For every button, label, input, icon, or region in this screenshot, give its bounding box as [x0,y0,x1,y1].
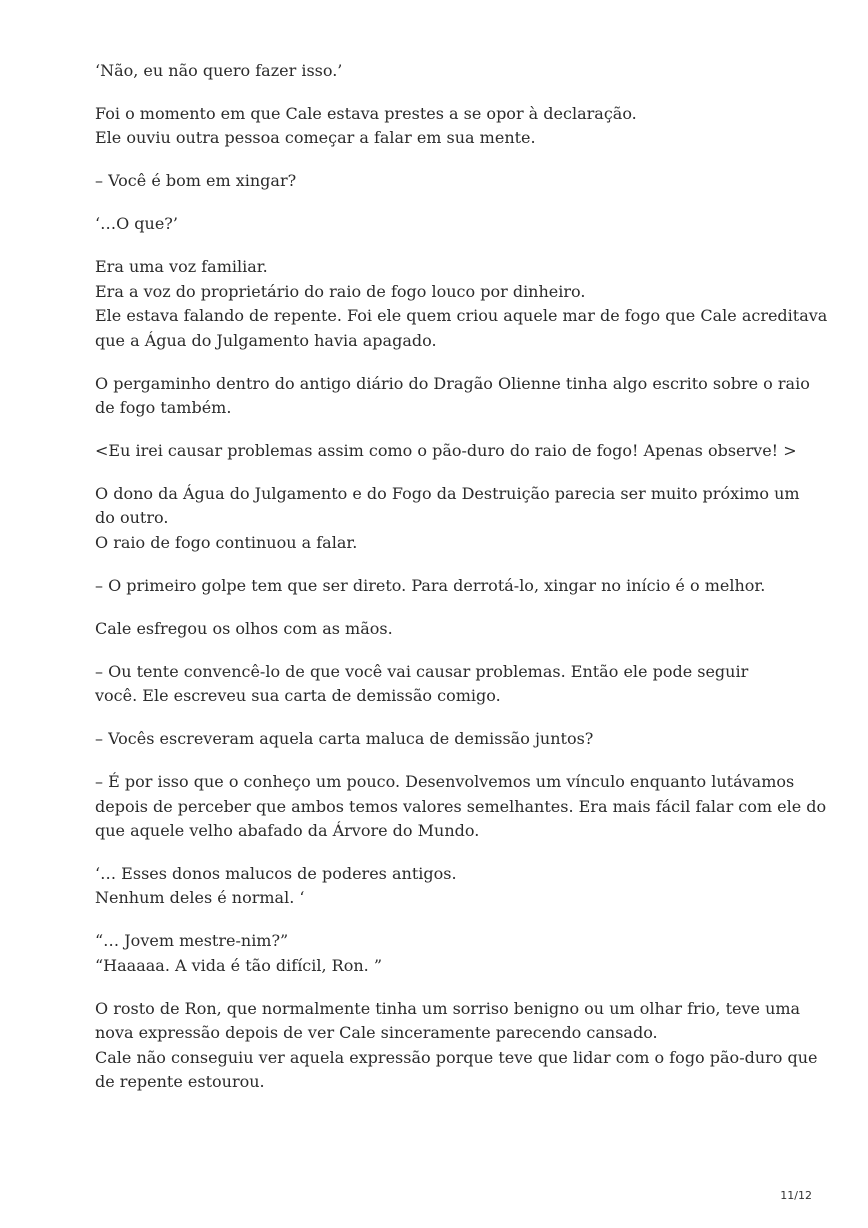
text-line: ‘…O que?’ [95,214,178,234]
paragraph [95,770,827,843]
paragraph [95,482,800,555]
paragraph [95,59,795,83]
paragraph [95,255,828,353]
paragraph [95,660,795,709]
text-line: – Ou tente convencê-lo de que você vai causar problemas. Então ele pode seguir [95,661,749,681]
text-line: do outro. [95,508,169,528]
paragraph [95,212,795,236]
text-line: “Haaaaa. A vida é tão difícil, Ron. ” [95,955,383,975]
text-line: Ele ouviu outra pessoa começar a falar em sua mente. [95,128,536,148]
text-line: O rosto de Ron, que normalmente tinha um sorriso benigno ou um olhar frio, teve uma [95,998,801,1018]
text-line: Nenhum deles é normal. ‘ [95,888,305,908]
paragraph [95,862,795,911]
paragraph [95,617,795,641]
text-line: que a Água do Julgamento havia apagado. [95,330,437,350]
text-line: O pergaminho dentro do antigo diário do Dragão Olienne tinha algo escrito sobre o raio [95,373,810,393]
text-line: Era a voz do proprietário do raio de fogo louco por dinheiro. [95,281,586,301]
text-line: O raio de fogo continuou a falar. [95,532,358,552]
paragraph [95,169,795,193]
text-line: de repente estourou. [95,1072,265,1092]
text-line: Era uma voz familiar. [95,257,268,277]
text-line: ‘Não, eu não quero fazer isso.’ [95,61,343,80]
text-line: Cale esfregou os olhos com as mãos. [95,618,393,638]
text-line: Foi o momento em que Cale estava prestes a se opor à declaração. [95,104,637,123]
paragraph [95,439,795,463]
text-line: – É por isso que o conheço um pouco. Desenvolvemos um vínculo enquanto lutávamos [95,772,795,792]
paragraph [95,929,795,978]
text-line: nova expressão depois de ver Cale sinceramente parecendo cansado. [95,1023,658,1043]
text-line: você. Ele escreveu sua carta de demissão comigo. [95,686,501,706]
page-number: 11/12 [780,1189,812,1202]
text-line: Cale não conseguiu ver aquela expressão porque teve que lidar com o fogo pão-duro que [95,1047,818,1067]
text-line: <Eu irei causar problemas assim como o pão-duro do raio de fogo! Apenas observe! > [95,441,797,461]
paragraph [95,372,810,421]
text-line: depois de perceber que ambos temos valores semelhantes. Era mais fácil falar com ele do [95,796,827,816]
text-line: que aquele velho abafado da Árvore do Mundo. [95,821,480,841]
paragraph [95,997,818,1095]
text-line: “… Jovem mestre-nim?” [95,931,289,951]
paragraph [95,102,795,151]
text-line: de fogo também. [95,398,232,418]
paragraph [95,574,795,598]
text-line: – Você é bom em xingar? [95,171,297,191]
text-line: Ele estava falando de repente. Foi ele quem criou aquele mar de fogo que Cale acreditava [95,306,828,326]
text-line: – Vocês escreveram aquela carta maluca de demissão juntos? [95,729,594,749]
paragraph [95,727,795,751]
document-body [95,59,828,1113]
text-line: O dono da Água do Julgamento e do Fogo da Destruição parecia ser muito próximo um [95,484,800,504]
text-line: ‘… Esses donos malucos de poderes antigos. [95,864,457,884]
text-line: – O primeiro golpe tem que ser direto. Para derrotá-lo, xingar no início é o melhor. [95,575,766,595]
